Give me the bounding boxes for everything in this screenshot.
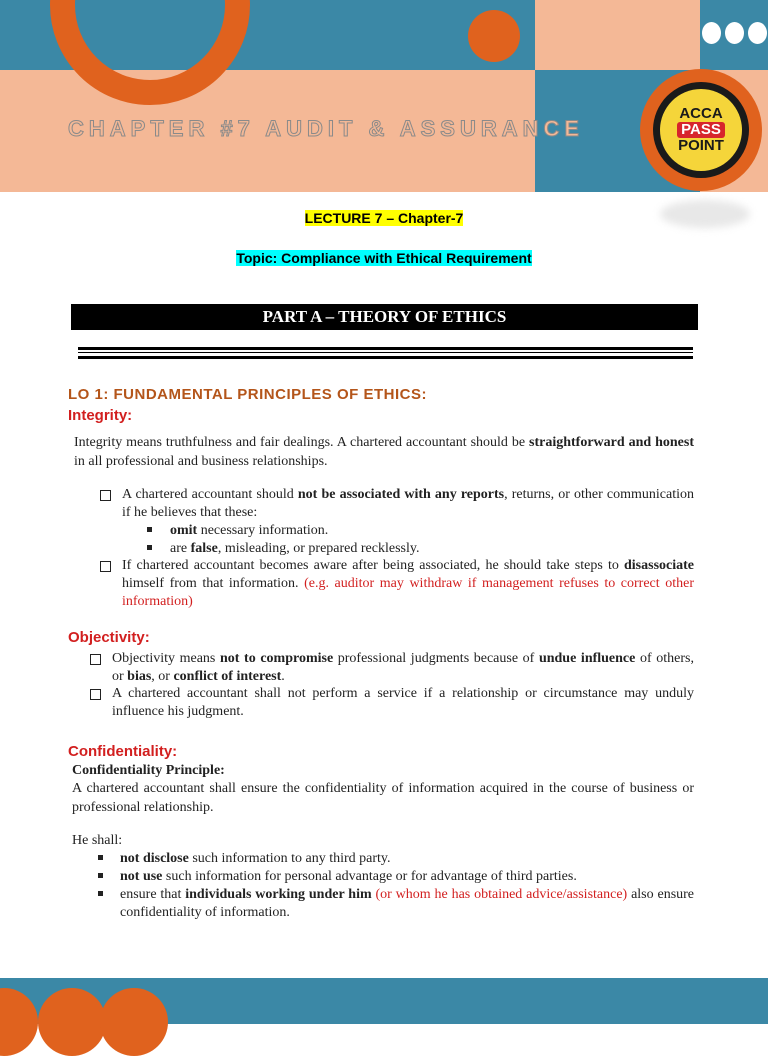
text-bold: conflict of interest — [173, 669, 282, 684]
topic-line — [0, 250, 768, 266]
divider-rule — [78, 347, 693, 350]
text: , misleading, or prepared recklessly. — [217, 541, 420, 556]
integrity-heading: Integrity: — [68, 407, 133, 424]
divider-rule-thin — [78, 352, 693, 353]
text: A chartered accountant should — [122, 487, 298, 502]
text: also ensure confidentiality of information. — [120, 887, 695, 920]
text-bold: disassociate — [624, 558, 694, 573]
integrity-bullet-1 — [122, 486, 694, 522]
square-bullet-icon — [98, 873, 103, 878]
text: Objectivity means — [112, 651, 220, 666]
text: If chartered accountant becomes aware after being associated, he should take steps to — [122, 558, 624, 573]
objectivity-bullet-1 — [112, 650, 694, 686]
integrity-subitem-2 — [170, 540, 670, 558]
integrity-paragraph — [74, 433, 694, 471]
he-shall-label: He shall: — [72, 833, 123, 848]
text: ensure that — [120, 887, 186, 902]
text: , or — [151, 669, 174, 684]
confidentiality-paragraph: A chartered accountant shall ensure the confidentiality of information acquired in the course of business or professional relationship. — [72, 781, 694, 815]
confidentiality-item-2 — [120, 868, 694, 886]
objectivity-bullet-2: A chartered accountant shall not perform a service if a relationship or circumstance may unduly influence his judgment. — [112, 686, 694, 719]
text: , returns, or other communication if he believes that these: — [122, 487, 694, 520]
text: . — [281, 669, 285, 684]
text-bold: false — [190, 541, 218, 556]
confidentiality-subheading: Confidentiality Principle: — [72, 763, 225, 778]
logo-text-pass: PASS — [677, 122, 725, 138]
square-bullet-icon — [98, 855, 103, 860]
text: such information to any third party. — [188, 851, 391, 866]
lo1-heading: LO 1: FUNDAMENTAL PRINCIPLES OF ETHICS: — [68, 386, 427, 403]
text: in all professional and business relationships. — [74, 454, 328, 469]
footer-dot — [38, 988, 106, 1056]
objectivity-heading: Objectivity: — [68, 629, 150, 646]
square-bullet-icon — [147, 545, 152, 550]
header-deco-block — [535, 0, 700, 70]
confidentiality-heading: Confidentiality: — [68, 743, 178, 760]
text-bold: bias — [127, 669, 152, 684]
text-red: (or whom he has obtained advice/assistance) — [371, 887, 628, 902]
text: such information for personal advantage or for advantage of third parties. — [162, 869, 577, 884]
divider-rule-2 — [78, 356, 693, 359]
square-bullet-icon — [147, 527, 152, 532]
lecture-title: LECTURE 7 – Chapter-7 — [304, 210, 464, 226]
text-bold: undue influence — [538, 651, 636, 666]
decorative-dot — [468, 10, 520, 62]
checkbox-bullet-icon — [90, 689, 101, 700]
checkbox-bullet-icon — [100, 490, 111, 501]
text: are — [170, 541, 191, 556]
confidentiality-item-3 — [120, 886, 694, 922]
text: necessary information. — [197, 523, 329, 538]
logo-badge — [660, 89, 742, 171]
topic-title: Topic: Compliance with Ethical Requirement — [236, 250, 532, 266]
logo-text-point: POINT — [678, 137, 724, 154]
lecture-line — [0, 210, 768, 226]
integrity-bullet-2 — [122, 557, 694, 611]
confidentiality-item-1 — [120, 850, 694, 868]
footer-dot — [100, 988, 168, 1056]
checkbox-bullet-icon — [90, 654, 101, 665]
logo-text-acca: ACCA — [679, 105, 723, 122]
checkbox-bullet-icon — [100, 561, 111, 572]
text-bold: straightforward and honest — [529, 435, 694, 450]
decorative-dots — [702, 22, 767, 44]
text: of others, or — [112, 651, 694, 684]
text-bold: not use — [120, 869, 163, 884]
chapter-title: CHAPTER #7 AUDIT & ASSURANCE — [68, 116, 585, 141]
text: himself from that information. — [122, 576, 305, 591]
square-bullet-icon — [98, 891, 103, 896]
text-bold: omit — [170, 523, 198, 538]
text-bold: individuals working under him — [185, 887, 372, 902]
text: Integrity means truthfulness and fair dealings. A chartered accountant should be — [74, 435, 529, 450]
integrity-subitem-1 — [170, 522, 670, 540]
part-a-heading: PART A – THEORY OF ETHICS — [71, 304, 698, 330]
text-bold: not disclose — [120, 851, 189, 866]
text: professional judgments because of — [333, 651, 539, 666]
text-red: (e.g. auditor may withdraw if management refuses to correct other information) — [122, 576, 694, 609]
text-bold: not be associated with any reports — [297, 487, 505, 502]
text-bold: not to compromise — [219, 651, 334, 666]
